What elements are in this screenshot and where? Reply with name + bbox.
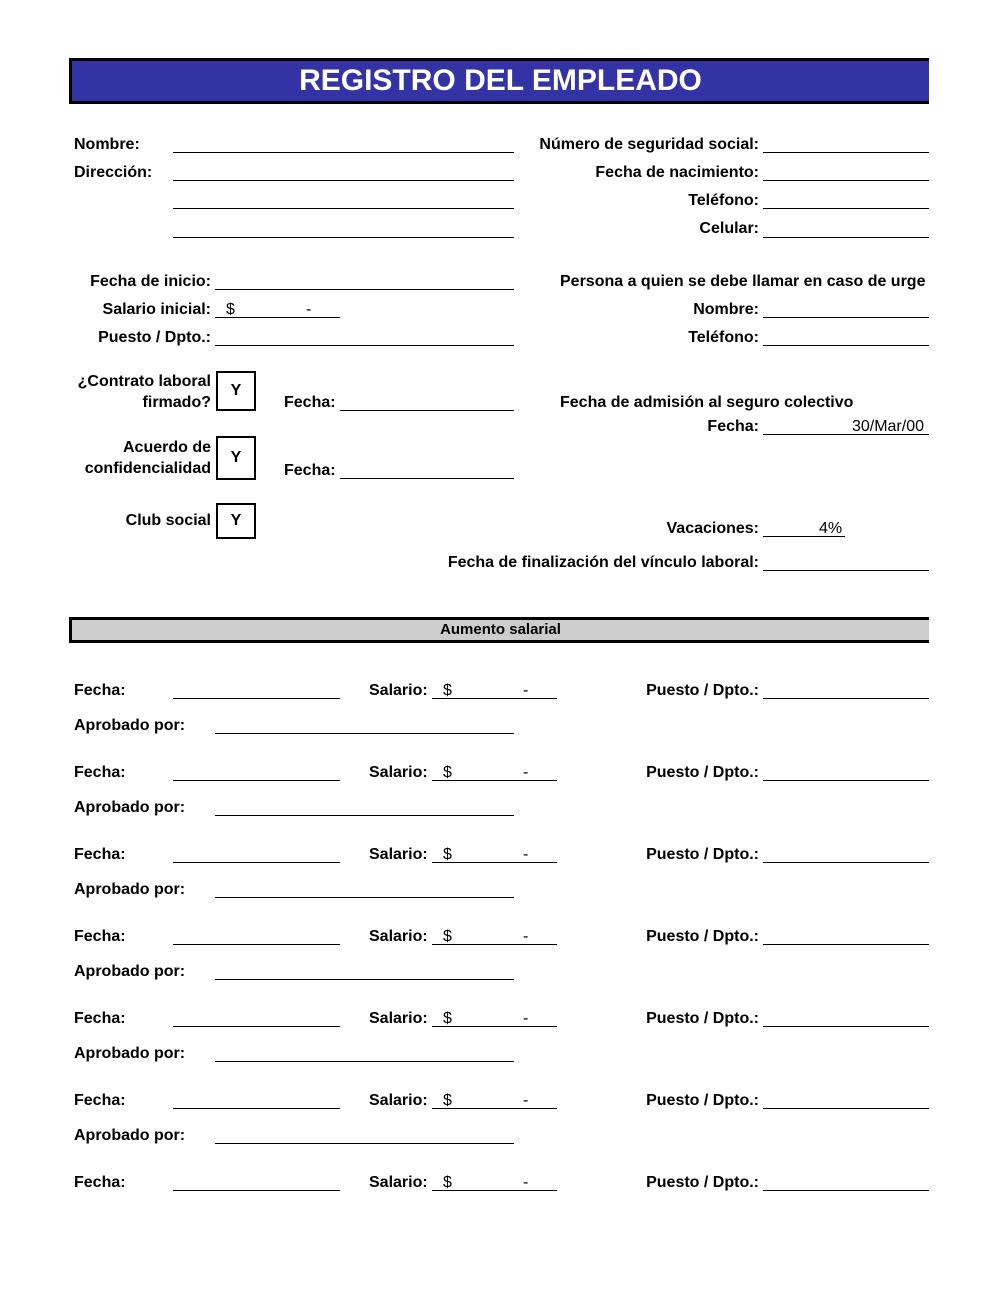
raise-fecha-label: Fecha: <box>74 846 126 863</box>
raise-salario-value: - <box>523 764 529 781</box>
raise-puesto-label: Puesto / Dpto.: <box>646 1092 759 1109</box>
raise-fecha-field[interactable] <box>173 862 340 863</box>
raise-salario-label: Salario: <box>369 764 428 781</box>
raise-fecha-label: Fecha: <box>74 1174 126 1191</box>
raise-puesto-field[interactable] <box>763 1190 929 1191</box>
contrato-fecha-field[interactable] <box>340 410 514 411</box>
puesto-field[interactable] <box>215 345 514 346</box>
confidencialidad-fecha-field[interactable] <box>340 478 514 479</box>
salario-inicial-currency: $ <box>226 301 235 318</box>
puesto-label: Puesto / Dpto.: <box>98 329 211 346</box>
vacaciones-label: Vacaciones: <box>666 520 759 537</box>
emergency-nombre-label: Nombre: <box>693 301 759 318</box>
contrato-label-2: firmado? <box>142 394 211 411</box>
finalizacion-field[interactable] <box>763 570 929 571</box>
raise-aprobado-field[interactable] <box>215 733 514 734</box>
raise-salario-value: - <box>523 682 529 699</box>
raise-aprobado-field[interactable] <box>215 1143 514 1144</box>
raise-puesto-label: Puesto / Dpto.: <box>646 928 759 945</box>
direccion-label: Dirección: <box>74 164 153 181</box>
emergency-telefono-label: Teléfono: <box>688 329 759 346</box>
raise-salario-value: - <box>523 1010 529 1027</box>
raise-salario-currency: $ <box>443 682 452 699</box>
raise-salario-currency: $ <box>443 1092 452 1109</box>
celular-field[interactable] <box>763 237 929 238</box>
raise-fecha-field[interactable] <box>173 1108 340 1109</box>
contrato-fecha-label: Fecha: <box>284 394 336 411</box>
salario-inicial-label: Salario inicial: <box>102 301 211 318</box>
raise-aprobado-field[interactable] <box>215 979 514 980</box>
raise-salario-currency: $ <box>443 1010 452 1027</box>
raise-salario-label: Salario: <box>369 846 428 863</box>
raise-salario-currency: $ <box>443 764 452 781</box>
raise-aprobado-label: Aprobado por: <box>74 1127 186 1144</box>
confidencialidad-label-2: confidencialidad <box>84 460 211 477</box>
confidencialidad-fecha-label: Fecha: <box>284 462 336 479</box>
vacaciones-value: 4% <box>819 520 843 537</box>
celular-label: Celular: <box>699 220 759 237</box>
raise-puesto-label: Puesto / Dpto.: <box>646 1174 759 1191</box>
raise-salario-value: - <box>523 846 529 863</box>
telefono-field[interactable] <box>763 208 929 209</box>
raise-aprobado-label: Aprobado por: <box>74 799 186 816</box>
raise-salario-value: - <box>523 1174 529 1191</box>
raise-fecha-label: Fecha: <box>74 928 126 945</box>
finalizacion-label: Fecha de finalización del vínculo laboral: <box>447 554 759 571</box>
club-label: Club social <box>125 512 211 529</box>
raise-fecha-field[interactable] <box>173 944 340 945</box>
raise-salario-label: Salario: <box>369 1174 428 1191</box>
raise-salario-label: Salario: <box>369 1010 428 1027</box>
raise-salario-currency: $ <box>443 1174 452 1191</box>
raise-puesto-label: Puesto / Dpto.: <box>646 764 759 781</box>
raise-fecha-field[interactable] <box>173 698 340 699</box>
emergency-heading: Persona a quien se debe llamar en caso de urge <box>560 273 926 290</box>
raise-aprobado-label: Aprobado por: <box>74 717 186 734</box>
emergency-nombre-field[interactable] <box>763 317 929 318</box>
raise-fecha-label: Fecha: <box>74 682 126 699</box>
ssn-field[interactable] <box>763 152 929 153</box>
raise-puesto-label: Puesto / Dpto.: <box>646 682 759 699</box>
raise-fecha-field[interactable] <box>173 1190 340 1191</box>
inicio-label: Fecha de inicio: <box>90 273 211 290</box>
nombre-label: Nombre: <box>74 136 140 153</box>
raise-aprobado-label: Aprobado por: <box>74 963 186 980</box>
raise-aprobado-label: Aprobado por: <box>74 1045 186 1062</box>
raise-fecha-field[interactable] <box>173 1026 340 1027</box>
raise-salario-label: Salario: <box>369 682 428 699</box>
seguro-fecha-label: Fecha: <box>707 418 759 435</box>
raise-puesto-field[interactable] <box>763 862 929 863</box>
title-bar <box>69 58 929 104</box>
direccion-field-1[interactable] <box>173 180 514 181</box>
ssn-label: Número de seguridad social: <box>539 136 759 153</box>
contrato-label-1: ¿Contrato laboral <box>77 373 211 390</box>
raise-puesto-field[interactable] <box>763 1026 929 1027</box>
raise-salario-value: - <box>523 928 529 945</box>
raise-puesto-label: Puesto / Dpto.: <box>646 846 759 863</box>
telefono-label: Teléfono: <box>688 192 759 209</box>
raise-aprobado-field[interactable] <box>215 815 514 816</box>
seguro-heading: Fecha de admisión al seguro colectivo <box>560 394 854 411</box>
raise-puesto-field[interactable] <box>763 780 929 781</box>
raise-aprobado-field[interactable] <box>215 897 514 898</box>
raise-puesto-field[interactable] <box>763 698 929 699</box>
nacimiento-field[interactable] <box>763 180 929 181</box>
raise-salario-value: - <box>523 1092 529 1109</box>
nacimiento-label: Fecha de nacimiento: <box>595 164 759 181</box>
raise-salario-currency: $ <box>443 846 452 863</box>
raise-fecha-label: Fecha: <box>74 1092 126 1109</box>
direccion-field-3[interactable] <box>173 237 514 238</box>
confidencialidad-checkbox[interactable]: Y <box>216 436 256 480</box>
raise-puesto-label: Puesto / Dpto.: <box>646 1010 759 1027</box>
seguro-fecha-value: 30/Mar/00 <box>851 418 924 435</box>
raise-fecha-label: Fecha: <box>74 764 126 781</box>
raise-salario-currency: $ <box>443 928 452 945</box>
inicio-field[interactable] <box>215 289 514 290</box>
raise-salario-label: Salario: <box>369 1092 428 1109</box>
raise-aprobado-label: Aprobado por: <box>74 881 186 898</box>
raise-puesto-field[interactable] <box>763 1108 929 1109</box>
raise-fecha-label: Fecha: <box>74 1010 126 1027</box>
contrato-checkbox[interactable]: Y <box>216 371 256 411</box>
raise-aprobado-field[interactable] <box>215 1061 514 1062</box>
aumento-section-bar <box>69 617 929 643</box>
raise-salario-label: Salario: <box>369 928 428 945</box>
nombre-field[interactable] <box>173 152 514 153</box>
confidencialidad-label-1: Acuerdo de <box>122 439 211 456</box>
raise-fecha-field[interactable] <box>173 780 340 781</box>
raise-puesto-field[interactable] <box>763 944 929 945</box>
direccion-field-2[interactable] <box>173 208 514 209</box>
club-checkbox[interactable]: Y <box>216 503 256 539</box>
salario-inicial-value: - <box>306 301 312 318</box>
page-title: REGISTRO DEL EMPLEADO <box>299 64 702 97</box>
emergency-telefono-field[interactable] <box>763 345 929 346</box>
aumento-section-title: Aumento salarial <box>440 621 561 638</box>
